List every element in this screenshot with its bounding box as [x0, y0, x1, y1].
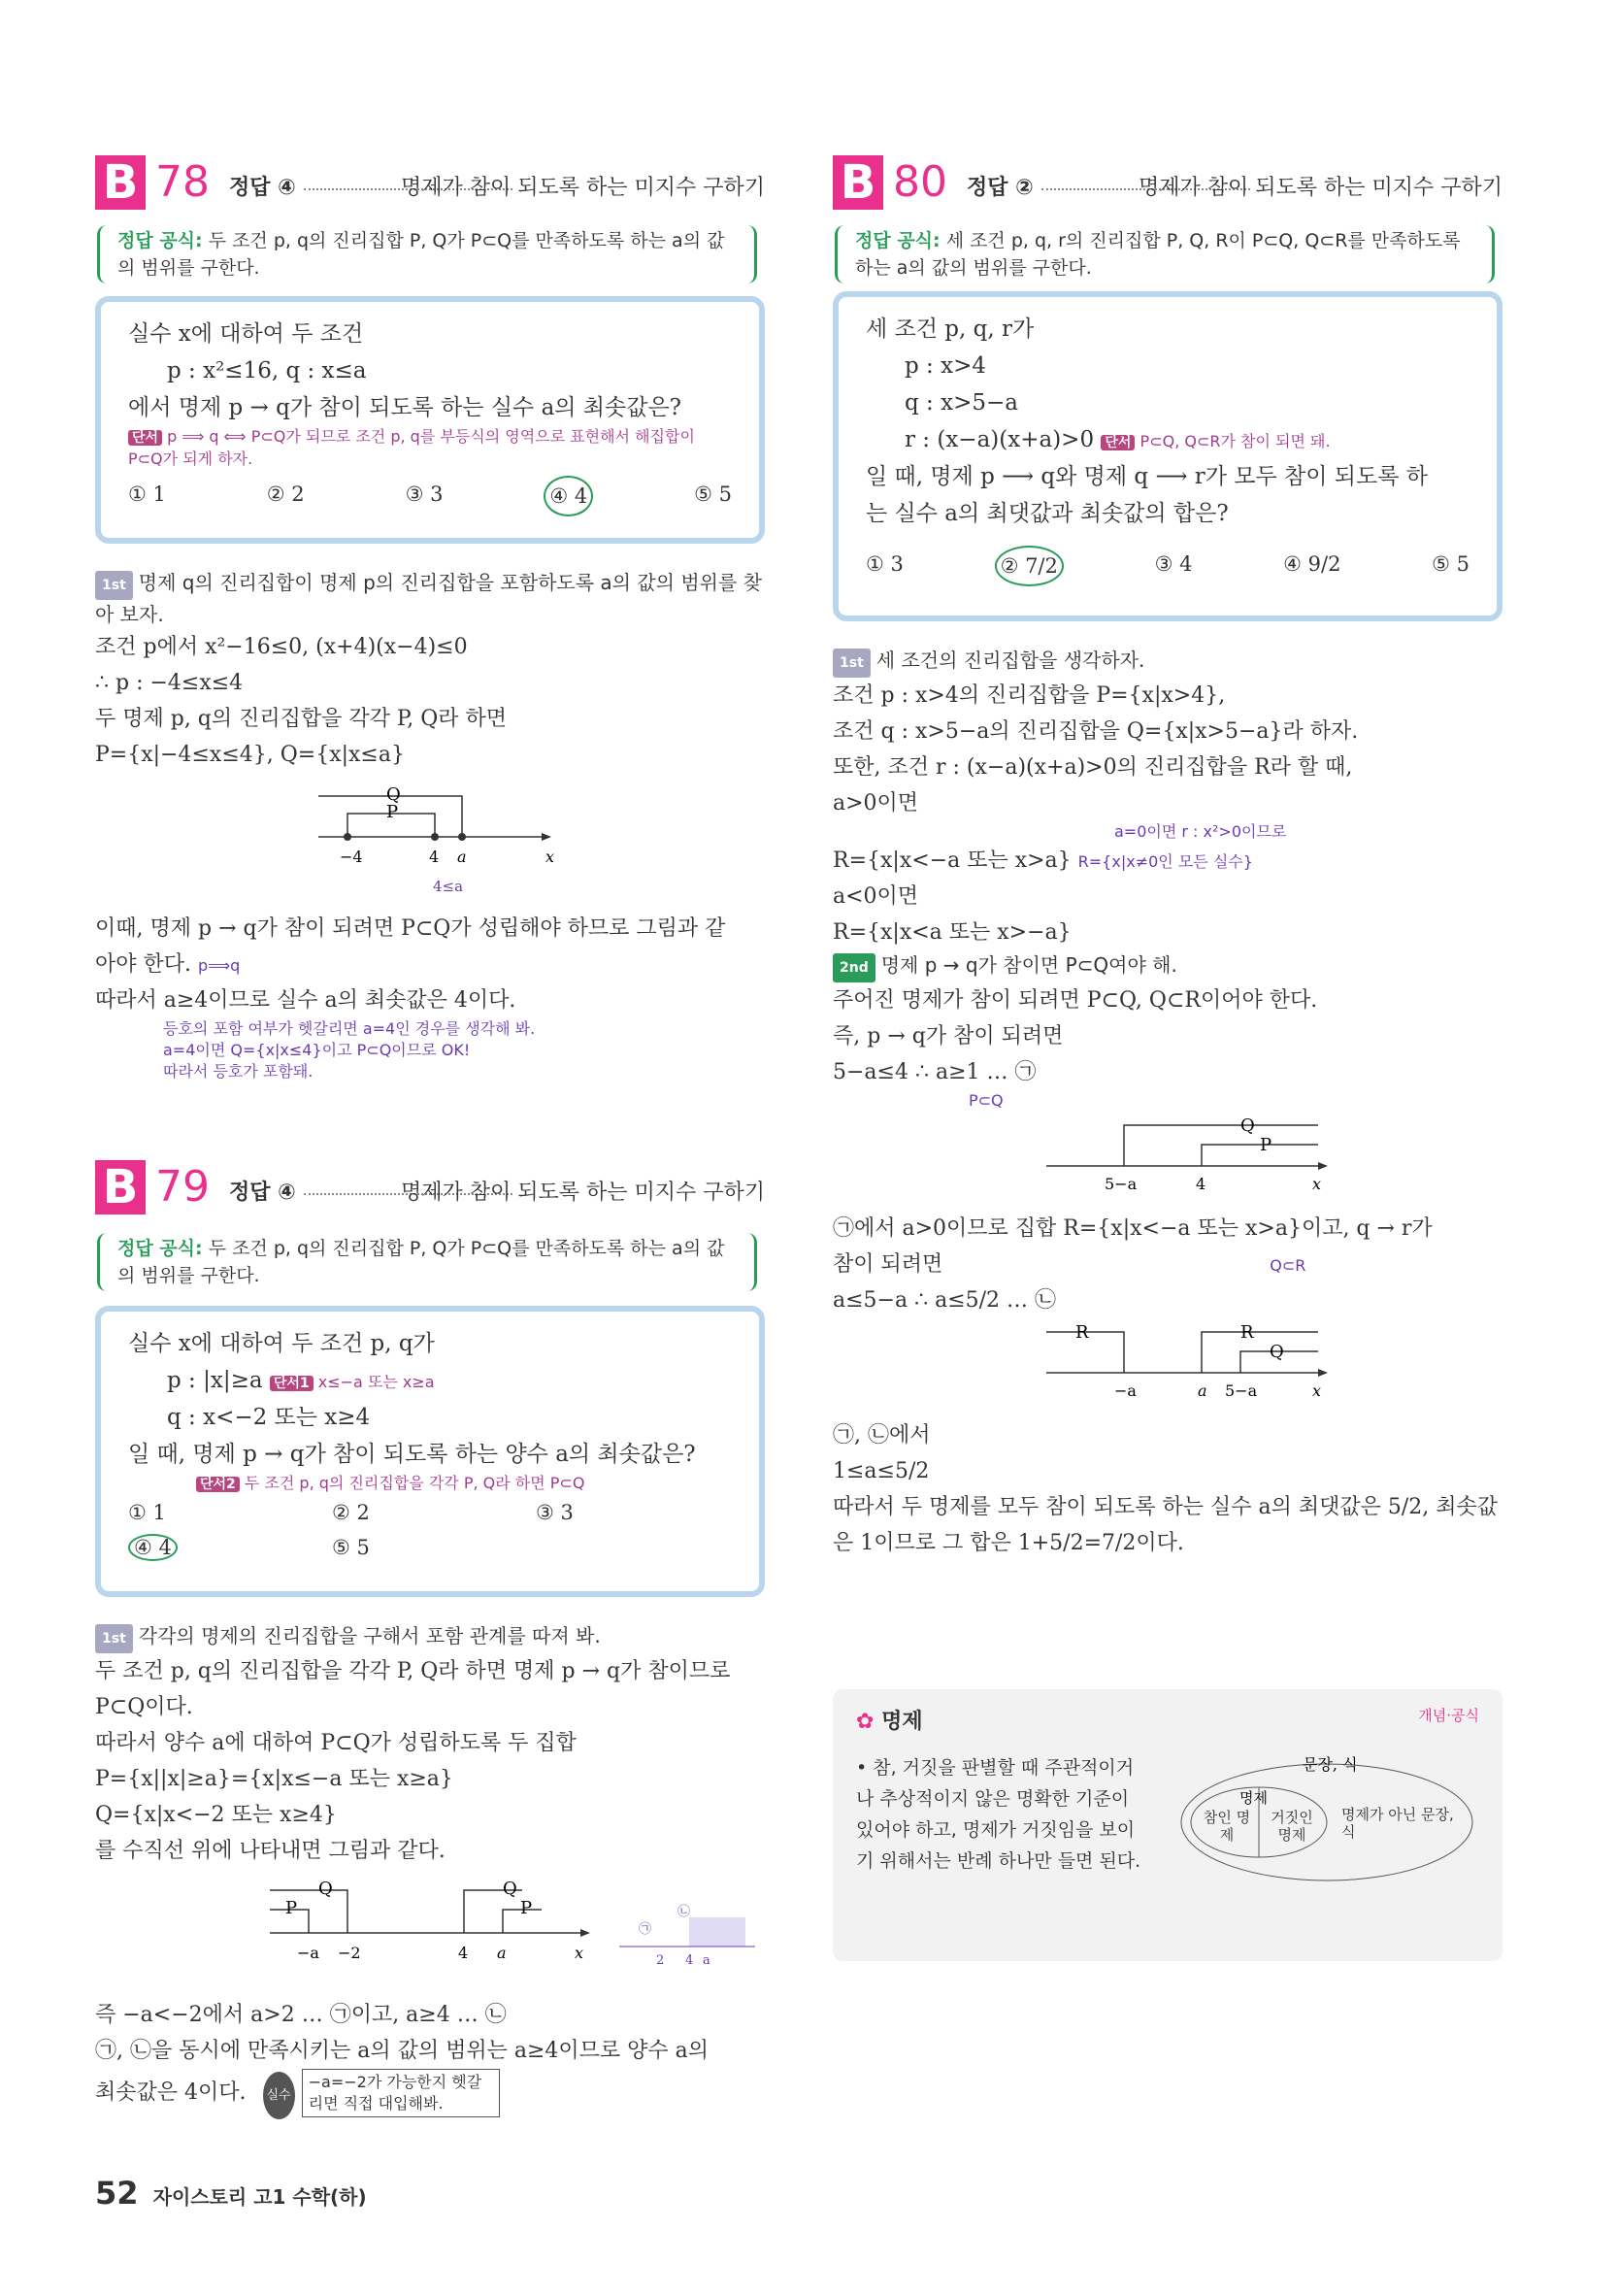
- side-label: ㉡: [677, 1905, 691, 1919]
- solution-line: 5−a≤4 ∴ a≥1 … ㉠: [833, 1060, 1037, 1084]
- tick-label: x: [545, 848, 555, 866]
- note-line: a=4이면 Q={x|x≤4}이고 P⊂Q이므로 OK!: [163, 1041, 471, 1059]
- step-text: 명제 p → q가 참이면 P⊂Q여야 해.: [880, 953, 1177, 977]
- concept-title: ✿ 명제: [856, 1710, 923, 1734]
- solution-line: 따라서 두 명제를 모두 참이 되도록 하는 실수 a의 최댓값은 5/2, 최솟값: [833, 1495, 1498, 1519]
- choice-list: [128, 1530, 732, 1565]
- inner-label: 명제: [1239, 1789, 1268, 1807]
- step-text: 세 조건의 진리집합을 생각하자.: [875, 649, 1145, 672]
- tip-badge: 실수: [263, 2072, 295, 2119]
- question-line: 실수 x에 대하여 두 조건 p, q가: [128, 1331, 435, 1356]
- tick-label: 4: [458, 1944, 469, 1962]
- question-line: p : |x|≥a 단서1 x≤−a 또는 x≥a: [167, 1368, 435, 1393]
- page-footer: [95, 2175, 367, 2212]
- solution-line: P={x||x|≥a}={x|x≤−a 또는 x≥a}: [95, 1767, 453, 1791]
- step-label: 1st: [833, 649, 871, 678]
- solution-line: 조건 p : x>4의 진리집합을 P={x|x>4},: [833, 683, 1226, 708]
- set-q-label: Q: [1240, 1115, 1255, 1136]
- false-label-box: [1262, 1809, 1322, 1851]
- tick-label: x: [1312, 1381, 1322, 1400]
- choice-item: ② 2: [332, 1501, 370, 1524]
- solution-line: 를 수직선 위에 나타내면 그림과 같다.: [95, 1839, 446, 1863]
- answer-label: 정답 ④: [229, 1181, 296, 1205]
- solution-79: [95, 1621, 765, 2119]
- topic-title: 명제가 참이 되도록 하는 미지수 구하기: [401, 176, 765, 200]
- answer-label: 정답 ④: [229, 176, 296, 200]
- true-label-box: [1198, 1809, 1256, 1851]
- solution-line: P={x|−4≤x≤4}, Q={x|x≤a}: [95, 743, 405, 767]
- hint-text: p ⟹ q ⟺ P⊂Q가 되므로 조건 p, q를 부등식의 영역으로 표현해서 해집합이 P⊂Q가 되게 하자.: [128, 427, 695, 468]
- solution-78: [95, 568, 765, 1082]
- solution-line: a≤5−a ∴ a≤5/2 … ㉡: [833, 1288, 1057, 1313]
- note-block: [95, 1018, 765, 1082]
- formula-label: 정답 공식:: [117, 1238, 203, 1259]
- choice-item-correct: ④ 4: [128, 1534, 178, 1561]
- question-line: p : x>4: [905, 353, 986, 379]
- concept-body: [856, 1752, 1479, 1898]
- question-line: 에서 명제 p → q가 참이 되도록 하는 실수 a의 최솟값은?: [128, 395, 682, 420]
- note-line: 등호의 포함 여부가 헷갈리면 a=4인 경우를 생각해 봐.: [163, 1019, 536, 1038]
- side-tick: 4: [685, 1953, 694, 1968]
- question-line: p : x²≤16, q : x≤a: [167, 358, 367, 383]
- solution-line: 따라서 a≥4이므로 실수 a의 최솟값은 4이다.: [95, 988, 516, 1013]
- note-line: P⊂Q: [969, 1091, 1004, 1110]
- solution-80: [833, 646, 1502, 1561]
- solution-line: 은 1이므로 그 합은 1+5/2=7/2이다.: [833, 1531, 1184, 1555]
- solution-line: 주어진 명제가 참이 되려면 P⊂Q, Q⊂R이어야 한다.: [833, 988, 1318, 1013]
- set-q-bracket: [1124, 1125, 1318, 1166]
- book-title: 자이스토리 고1 수학(하): [152, 2185, 367, 2209]
- solution-line: 즉 −a<−2에서 a>2 … ㉠이고, a≥4 … ㉡: [95, 2003, 507, 2027]
- concept-diagram: [1147, 1752, 1477, 1898]
- hint-label: 단서2: [196, 1477, 240, 1492]
- choice-list: [866, 546, 1469, 586]
- solution-line: 따라서 양수 a에 대하여 P⊂Q가 성립하도록 두 집합: [95, 1731, 577, 1755]
- number-line-figure: [95, 773, 765, 899]
- formula-text: 두 조건 p, q의 진리집합 P, Q가 P⊂Q를 만족하도록 하는 a의 값의 범위를 구한다.: [117, 1238, 725, 1286]
- axis-arrow: [1318, 1369, 1328, 1377]
- step-text: 각각의 명제의 진리집합을 구해서 포함 관계를 따져 봐.: [138, 1624, 601, 1647]
- formula-box: [97, 1233, 757, 1291]
- choice-item: ③ 4: [1154, 552, 1193, 576]
- set-q-label: Q: [386, 784, 401, 805]
- problem-number: 78: [155, 157, 210, 207]
- problem-79-header: [95, 1160, 765, 1218]
- concept-box: [833, 1689, 1502, 1961]
- note-line: R={x|x≠0인 모든 실수}: [1077, 852, 1253, 871]
- solution-line: 참이 되려면 Q⊂R: [833, 1252, 1306, 1277]
- formula-box: [835, 225, 1495, 283]
- formula-label: 정답 공식:: [117, 230, 203, 251]
- problem-number: 79: [155, 1162, 210, 1212]
- formula-box: [97, 225, 757, 283]
- not-label-box: [1341, 1806, 1458, 1848]
- question-line: 는 실수 a의 최댓값과 최솟값의 합은?: [866, 501, 1229, 526]
- set-q-label: Q: [318, 1879, 333, 1899]
- choice-item: ① 1: [128, 482, 166, 506]
- concept-header: [856, 1705, 1479, 1735]
- step-2: [833, 950, 1502, 982]
- question-line: 세 조건 p, q, r가: [866, 316, 1035, 342]
- not-label: 명제가 아닌 문장, 식: [1341, 1806, 1454, 1841]
- topic-title: 명제가 참이 되도록 하는 미지수 구하기: [401, 1181, 765, 1205]
- concept-tag: 개념·공식: [1418, 1707, 1479, 1724]
- solution-line: 조건 p에서 x²−16≤0, (x+4)(x−4)≤0: [95, 635, 468, 659]
- question-box: [95, 1306, 765, 1597]
- choice-item-correct: ② 7/2: [995, 546, 1064, 586]
- note-line: Q⊂R: [1270, 1256, 1306, 1275]
- note-line: a=0이면 r : x²>0이므로: [1114, 822, 1287, 841]
- solution-line: Q={x|x<−2 또는 x≥4}: [95, 1803, 337, 1827]
- tick-label: 5−a: [1105, 1175, 1138, 1193]
- step-label: 1st: [95, 571, 133, 600]
- concept-text: • 참, 거짓을 판별할 때 주관적이거나 추상적이지 않은 명확한 기준이 있어야 하고, 명제가 거짓임을 보이기 위해서는 반례 하나만 들면 된다.: [856, 1757, 1141, 1872]
- tick-label: x: [575, 1944, 584, 1962]
- number-line-figure: [833, 1112, 1502, 1199]
- tick-label: 4: [429, 848, 440, 866]
- number-line-figure-2: [833, 1318, 1502, 1406]
- choice-item: ③ 3: [536, 1501, 574, 1524]
- solution-line: ∴ p : −4≤x≤4: [95, 671, 244, 695]
- problem-80-header: [833, 155, 1502, 214]
- answer-label: 정답 ②: [967, 176, 1034, 200]
- hint-text: 두 조건 p, q의 진리집합을 각각 P, Q라 하면 P⊂Q: [244, 1474, 585, 1492]
- choice-item: ④ 9/2: [1283, 552, 1341, 576]
- question-box: [95, 296, 765, 544]
- question-box: [833, 291, 1502, 621]
- solution-line: a<0이면: [833, 884, 919, 909]
- question-line: 실수 x에 대하여 두 조건: [128, 321, 364, 347]
- tick-label: a: [497, 1944, 507, 1962]
- tick-label: x: [1312, 1175, 1322, 1193]
- level-badge: B: [95, 155, 146, 210]
- solution-line: 즉, p → q가 참이 되려면: [833, 1024, 1064, 1048]
- false-label: 거짓인 명제: [1271, 1809, 1313, 1844]
- side-tick: a: [703, 1953, 710, 1968]
- solution-line: 또한, 조건 r : (x−a)(x+a)>0의 진리집합을 R라 할 때,: [833, 755, 1353, 780]
- tick-label: 5−a: [1225, 1381, 1258, 1400]
- set-r-label: R: [1240, 1322, 1254, 1343]
- tick-label: −a: [1114, 1381, 1137, 1400]
- solution-line: a>0이면: [833, 791, 919, 815]
- hint-text: x≤−a 또는 x≥a: [317, 1373, 435, 1391]
- question-line: r : (x−a)(x+a)>0 단서 P⊂Q, Q⊂R가 참이 되면 돼.: [905, 427, 1331, 452]
- pq-note: p⟹q: [198, 956, 241, 975]
- set-p-label: P: [386, 802, 399, 822]
- step-1: [833, 646, 1502, 678]
- choice-item: ③ 3: [405, 482, 444, 506]
- step-text: 명제 q의 진리집합이 명제 p의 진리집합을 포함하도록 a의 값의 범위를 찾아 보자.: [95, 571, 762, 626]
- solution-line: ㉠, ㉡에서: [833, 1423, 931, 1447]
- choice-item: ⑤ 5: [1432, 552, 1469, 576]
- solution-line: 최솟값은 4이다. 실수 −a=−2가 가능한지 헷갈리면 직접 대입해봐.: [95, 2069, 765, 2119]
- step-1: [95, 568, 765, 629]
- question-line: 일 때, 명제 p → q가 참이 되도록 하는 양수 a의 최솟값은?: [128, 1442, 696, 1467]
- choice-item-correct: ④ 4: [544, 476, 593, 516]
- hint-label: 단서: [1101, 435, 1135, 450]
- point-4: [431, 833, 439, 841]
- tick-label: −2: [338, 1944, 361, 1962]
- hint-note: [128, 426, 732, 470]
- hint-note: [128, 1473, 732, 1495]
- step-label: 2nd: [833, 953, 875, 982]
- solution-line: 두 조건 p, q의 진리집합을 각각 P, Q라 하면 명제 p → q가 참이므로: [95, 1659, 731, 1683]
- formula-label: 정답 공식:: [855, 230, 941, 251]
- axis-arrow: [580, 1929, 590, 1937]
- step-label: 1st: [95, 1624, 133, 1653]
- solution-line: 아야 한다. p⟹q: [95, 952, 241, 977]
- solution-line: P⊂Q이다.: [95, 1695, 193, 1719]
- tick-label: a: [457, 848, 467, 866]
- set-q-label: Q: [1270, 1342, 1284, 1362]
- problem-number: 80: [893, 157, 947, 207]
- choice-item: ① 1: [128, 1501, 166, 1524]
- side-shade: [689, 1917, 745, 1947]
- solution-line: ㉠에서 a>0이므로 집합 R={x|x<−a 또는 x>a}이고, q → r가: [833, 1216, 1433, 1241]
- side-tick: 2: [656, 1953, 665, 1968]
- solution-line: 1≤a≤5/2: [833, 1459, 930, 1483]
- level-badge: B: [95, 1160, 146, 1215]
- solution-line: R={x|x<−a 또는 x>a} R={x|x≠0인 모든 실수}: [833, 849, 1253, 873]
- solution-line: ㉠, ㉡을 동시에 만족시키는 a의 값의 범위는 a≥4이므로 양수 a의: [95, 2039, 710, 2063]
- level-badge: B: [833, 155, 883, 210]
- point-a: [458, 833, 466, 841]
- set-p-label: P: [285, 1898, 298, 1918]
- hint-label: 단서: [128, 430, 162, 446]
- choice-item: ⑤ 5: [332, 1536, 370, 1559]
- set-q-label: Q: [503, 1879, 517, 1899]
- solution-line: 이때, 명제 p → q가 참이 되려면 P⊂Q가 성립해야 하므로 그림과 같: [95, 916, 726, 941]
- topic-title: 명제가 참이 되도록 하는 미지수 구하기: [1139, 176, 1502, 200]
- set-p-label: P: [1260, 1135, 1272, 1155]
- solution-line: 조건 q : x>5−a의 진리집합을 Q={x|x>5−a}라 하자.: [833, 719, 1359, 744]
- side-label: ㉠: [639, 1922, 652, 1937]
- choice-list: [128, 1495, 732, 1530]
- set-r-right: [1202, 1332, 1318, 1373]
- set-p-label: P: [520, 1898, 533, 1918]
- formula-text: 두 조건 p, q의 진리집합 P, Q가 P⊂Q를 만족하도록 하는 a의 값의 범위를 구한다.: [117, 230, 725, 279]
- tip-text: −a=−2가 가능한지 헷갈리면 직접 대입해봐.: [302, 2069, 500, 2117]
- tick-label: 4: [1196, 1175, 1206, 1193]
- step-1: [95, 1621, 765, 1653]
- axis-arrow: [1318, 1162, 1328, 1170]
- solution-line: R={x|x<a 또는 x>−a}: [833, 920, 1072, 945]
- hint-text: P⊂Q, Q⊂R가 참이 되면 돼.: [1139, 432, 1331, 450]
- note-line: 따라서 등호가 포함돼.: [163, 1062, 314, 1081]
- tick-label: −a: [297, 1944, 319, 1962]
- number-line-figure: [95, 1869, 765, 1985]
- choice-item: ⑤ 5: [694, 482, 732, 506]
- choice-item: ① 3: [866, 552, 904, 576]
- set-r-label: R: [1075, 1322, 1089, 1343]
- page-number: 52: [95, 2175, 139, 2212]
- point-minus4: [344, 833, 351, 841]
- condition-note: 4≤a: [433, 878, 464, 895]
- tick-label: a: [1198, 1381, 1207, 1400]
- problem-78-header: [95, 155, 765, 214]
- question-line: q : x>5−a: [905, 390, 1018, 416]
- choice-list: [128, 476, 732, 516]
- true-label: 참인 명제: [1203, 1809, 1251, 1844]
- question-line: 일 때, 명제 p ⟶ q와 명제 q ⟶ r가 모두 참이 되도록 하: [866, 464, 1428, 489]
- tick-label: −4: [340, 848, 363, 866]
- formula-text: 세 조건 p, q, r의 진리집합 P, Q, R이 P⊂Q, Q⊂R를 만족하도록 하는 a의 값의 범위를 구한다.: [855, 230, 1461, 279]
- question-line: q : x<−2 또는 x≥4: [167, 1405, 371, 1430]
- outer-label: 문장, 식: [1303, 1755, 1358, 1774]
- flower-icon: ✿: [856, 1710, 882, 1734]
- hint-label: 단서1: [270, 1376, 314, 1391]
- solution-line: 두 명제 p, q의 진리집합을 각각 P, Q라 하면: [95, 707, 508, 731]
- axis-arrow: [542, 833, 551, 841]
- choice-item: ② 2: [266, 482, 305, 506]
